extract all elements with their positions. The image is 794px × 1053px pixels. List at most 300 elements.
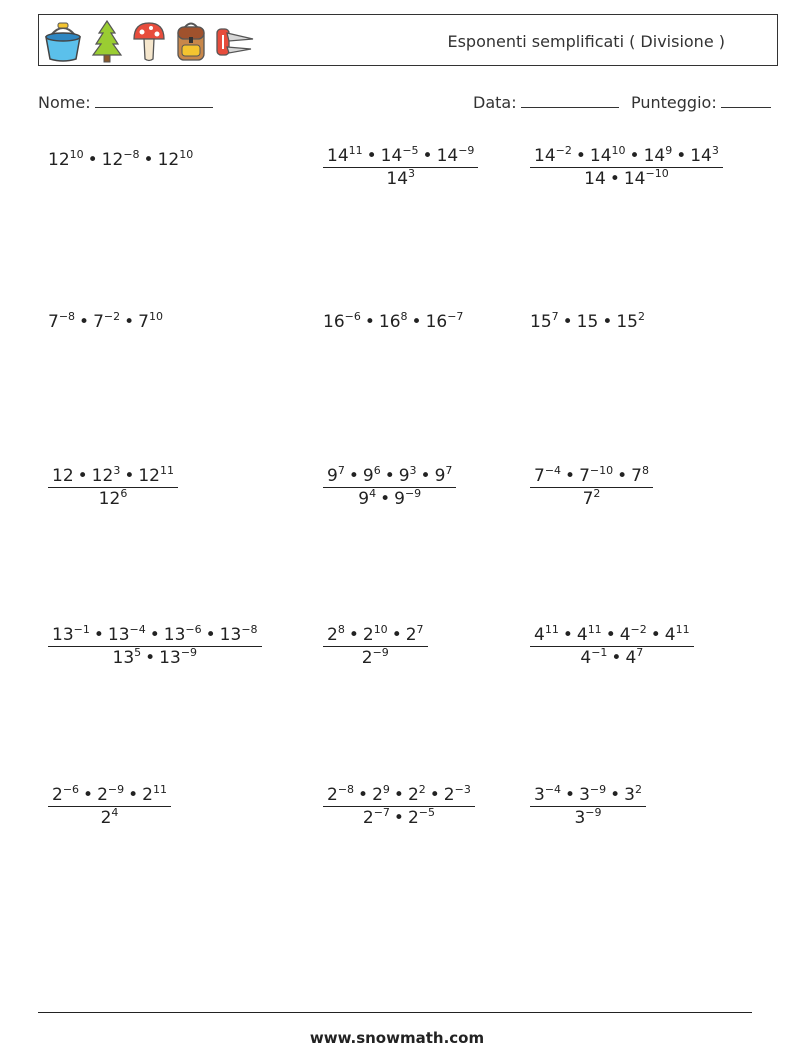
- name-blank: [95, 93, 213, 108]
- numerator: [530, 146, 723, 168]
- exponent: 8: [400, 310, 408, 323]
- base: 4: [534, 625, 545, 645]
- base: 4: [664, 625, 676, 645]
- exponent: 7: [636, 646, 644, 659]
- power-term: [102, 150, 140, 170]
- exponent: −1: [73, 623, 90, 636]
- fraction: [323, 146, 478, 189]
- footer-website: www.snowmath.com: [309, 1029, 485, 1047]
- power-term: [437, 146, 475, 166]
- exponent: 11: [544, 623, 559, 636]
- backpack-icon: [173, 19, 209, 63]
- denominator: [95, 488, 132, 509]
- multiply-dot: •: [610, 785, 621, 805]
- multiply-dot: •: [366, 146, 377, 166]
- name-field: [38, 93, 213, 112]
- exponent: 2: [418, 783, 426, 796]
- multiply-dot: •: [391, 625, 402, 645]
- fraction: [530, 146, 723, 189]
- power-term: [577, 625, 602, 645]
- problem-1: [48, 150, 193, 170]
- base: 2: [443, 785, 455, 805]
- date-field: [473, 93, 619, 112]
- denominator: [570, 807, 605, 828]
- multiply-dot: •: [411, 312, 422, 332]
- multiply-dot: •: [77, 466, 88, 486]
- exponent: −9: [404, 487, 422, 500]
- base: 15: [530, 312, 552, 332]
- fraction: [530, 466, 653, 509]
- power-term: [631, 466, 649, 486]
- multiply-dot: •: [128, 785, 139, 805]
- base: 14: [643, 146, 666, 166]
- pine-tree-icon: [89, 19, 125, 63]
- score-field: [631, 93, 771, 112]
- base: 3: [579, 785, 590, 805]
- power-term: [92, 466, 121, 486]
- exponent: −9: [458, 144, 475, 157]
- problem-8: [323, 466, 456, 509]
- power-term: [399, 466, 417, 486]
- exponent: −5: [402, 144, 419, 157]
- base: 7: [93, 312, 104, 332]
- problem-6: [530, 312, 645, 332]
- base: 2: [97, 785, 108, 805]
- power-term: [138, 466, 174, 486]
- power-term: [327, 785, 354, 805]
- base: 14: [623, 169, 646, 189]
- base: 13: [107, 625, 130, 645]
- exponent: −9: [107, 783, 125, 796]
- problem-11: [323, 625, 428, 668]
- numerator: [530, 466, 653, 488]
- numerator: [323, 466, 456, 488]
- base: 12: [52, 466, 74, 486]
- power-term: [381, 146, 419, 166]
- base: 15: [576, 312, 599, 332]
- multiply-dot: •: [393, 808, 404, 828]
- base: 14: [534, 146, 556, 166]
- power-term: [379, 312, 408, 332]
- problem-12: [530, 625, 694, 668]
- base: 9: [358, 489, 370, 509]
- power-term: [624, 169, 669, 189]
- fraction: [323, 785, 475, 828]
- multiply-dot: •: [124, 312, 135, 332]
- fraction: [323, 625, 428, 668]
- base: 2: [361, 648, 373, 668]
- base: 13: [219, 625, 242, 645]
- multiply-dot: •: [143, 150, 154, 170]
- exponent: 3: [408, 167, 416, 180]
- multiply-dot: •: [393, 785, 404, 805]
- multiply-dot: •: [575, 146, 586, 166]
- score-blank: [721, 93, 771, 108]
- multiply-dot: •: [565, 466, 576, 486]
- power-term: [97, 785, 124, 805]
- power-term: [52, 625, 90, 645]
- power-term: [142, 785, 167, 805]
- fraction: [530, 625, 694, 668]
- denominator: [579, 488, 605, 509]
- base: 4: [580, 648, 592, 668]
- base: 3: [574, 808, 586, 828]
- name-label: Nome:: [38, 93, 91, 112]
- base: 16: [378, 312, 401, 332]
- power-term: [408, 808, 435, 828]
- base: 14: [436, 146, 459, 166]
- numerator: [48, 466, 178, 488]
- multiply-dot: •: [565, 785, 576, 805]
- power-term: [644, 146, 673, 166]
- base: 2: [327, 785, 338, 805]
- date-blank: [521, 93, 619, 108]
- exponent: 11: [159, 464, 174, 477]
- exponent: −10: [589, 464, 614, 477]
- base: 2: [372, 785, 383, 805]
- power-term: [363, 466, 381, 486]
- base: 14: [584, 169, 606, 189]
- power-term: [358, 489, 376, 509]
- pocket-knife-icon: [215, 19, 255, 63]
- base: 2: [407, 785, 419, 805]
- exponent: −2: [630, 623, 647, 636]
- power-term: [386, 169, 415, 189]
- denominator: [97, 807, 123, 828]
- base: 2: [407, 808, 419, 828]
- base: 7: [582, 489, 594, 509]
- base: 12: [48, 150, 70, 170]
- problem-15: [530, 785, 646, 828]
- base: 13: [159, 648, 181, 668]
- power-term: [48, 312, 75, 332]
- base: 3: [534, 785, 545, 805]
- exponent: −2: [103, 310, 121, 323]
- power-term: [580, 648, 607, 668]
- base: 16: [425, 312, 448, 332]
- base: 7: [579, 466, 590, 486]
- exponent: 3: [113, 464, 121, 477]
- base: 12: [101, 150, 124, 170]
- base: 13: [112, 648, 135, 668]
- numerator: [530, 785, 646, 807]
- base: 14: [589, 146, 612, 166]
- base: 2: [327, 625, 338, 645]
- power-term: [435, 466, 453, 486]
- power-term: [577, 312, 599, 332]
- problem-7: [48, 466, 178, 509]
- fraction: [48, 785, 171, 828]
- power-term: [327, 146, 363, 166]
- fraction: [530, 785, 646, 828]
- power-term: [159, 648, 197, 668]
- exponent: −8: [241, 623, 258, 636]
- base: 9: [394, 489, 405, 509]
- problem-14: [323, 785, 475, 828]
- worksheet-header: [38, 14, 778, 66]
- power-term: [52, 466, 74, 486]
- multiply-dot: •: [650, 625, 661, 645]
- denominator: [359, 807, 439, 828]
- base: 9: [362, 466, 374, 486]
- base: 7: [138, 312, 149, 332]
- multiply-dot: •: [602, 312, 613, 332]
- exponent: 6: [373, 464, 381, 477]
- power-term: [101, 808, 119, 828]
- footer-divider: [38, 1012, 752, 1013]
- power-term: [534, 785, 561, 805]
- base: 15: [616, 312, 638, 332]
- power-term: [164, 625, 202, 645]
- multiply-dot: •: [676, 146, 687, 166]
- power-term: [574, 808, 601, 828]
- numerator: [530, 625, 694, 647]
- power-term: [624, 785, 642, 805]
- power-term: [620, 625, 647, 645]
- base: 14: [380, 146, 403, 166]
- power-term: [530, 312, 559, 332]
- base: 4: [625, 648, 637, 668]
- base: 9: [327, 466, 338, 486]
- power-term: [327, 625, 345, 645]
- base: 14: [327, 146, 349, 166]
- multiply-dot: •: [422, 146, 433, 166]
- numerator: [323, 146, 478, 168]
- exponent: −4: [544, 464, 562, 477]
- exponent: 8: [641, 464, 649, 477]
- exponent: −9: [589, 783, 607, 796]
- exponent: −6: [185, 623, 202, 636]
- power-term: [372, 785, 390, 805]
- exponent: −10: [645, 167, 669, 180]
- exponent: −9: [372, 646, 389, 659]
- numerator: [48, 625, 262, 647]
- power-term: [108, 625, 146, 645]
- multiply-dot: •: [562, 312, 573, 332]
- power-term: [363, 808, 390, 828]
- multiply-dot: •: [348, 466, 359, 486]
- base: 9: [398, 466, 410, 486]
- base: 7: [631, 466, 642, 486]
- power-term: [406, 625, 424, 645]
- multiply-dot: •: [205, 625, 216, 645]
- date-label: Data:: [473, 93, 517, 112]
- base: 12: [138, 466, 160, 486]
- multiply-dot: •: [83, 785, 94, 805]
- power-term: [616, 312, 645, 332]
- exponent: −7: [447, 310, 464, 323]
- power-term: [323, 312, 361, 332]
- exponent: 5: [134, 646, 142, 659]
- power-term: [48, 150, 84, 170]
- base: 12: [98, 489, 121, 509]
- base: 12: [157, 150, 180, 170]
- problem-13: [48, 785, 171, 828]
- exponent: 11: [675, 623, 690, 636]
- exponent: 10: [69, 148, 84, 161]
- denominator: [576, 647, 647, 668]
- multiply-dot: •: [348, 625, 359, 645]
- numerator: [48, 785, 171, 807]
- denominator: [580, 168, 673, 189]
- exponent: 7: [445, 464, 453, 477]
- mushroom-icon: [131, 19, 167, 63]
- denominator: [109, 647, 202, 668]
- exponent: 10: [148, 310, 163, 323]
- problem-4: [48, 312, 163, 332]
- multiply-dot: •: [605, 625, 616, 645]
- multiply-dot: •: [93, 625, 104, 645]
- exponent: −9: [180, 646, 198, 659]
- problem-2: [323, 146, 478, 189]
- numerator: [323, 625, 428, 647]
- power-term: [534, 625, 559, 645]
- exponent: −8: [123, 148, 140, 161]
- exponent: −4: [129, 623, 146, 636]
- numerator: [323, 785, 475, 807]
- multiply-dot: •: [149, 625, 160, 645]
- exponent: 4: [369, 487, 377, 500]
- multiply-dot: •: [364, 312, 375, 332]
- exponent: 10: [179, 148, 194, 161]
- base: 2: [362, 625, 374, 645]
- base: 2: [362, 808, 374, 828]
- exponent: 3: [711, 144, 719, 157]
- power-term: [625, 648, 643, 668]
- multiply-dot: •: [124, 466, 135, 486]
- power-term: [579, 466, 613, 486]
- exponent: 2: [637, 310, 645, 323]
- power-term: [444, 785, 471, 805]
- power-term: [158, 150, 194, 170]
- exponent: −1: [591, 646, 608, 659]
- power-term: [408, 785, 426, 805]
- base: 2: [142, 785, 153, 805]
- exponent: 7: [416, 623, 424, 636]
- problem-3: [530, 146, 723, 189]
- exponent: 8: [337, 623, 345, 636]
- base: 7: [534, 466, 545, 486]
- multiply-dot: •: [145, 648, 156, 668]
- problem-5: [323, 312, 463, 332]
- base: 9: [434, 466, 446, 486]
- fraction: [323, 466, 456, 509]
- exponent: 2: [634, 783, 642, 796]
- base: 2: [405, 625, 417, 645]
- power-term: [362, 648, 389, 668]
- multiply-dot: •: [380, 489, 391, 509]
- denominator: [358, 647, 393, 668]
- exponent: 10: [611, 144, 626, 157]
- power-term: [426, 312, 464, 332]
- power-term: [363, 625, 388, 645]
- base: 12: [91, 466, 114, 486]
- exponent: −2: [555, 144, 572, 157]
- problem-10: [48, 625, 262, 668]
- power-term: [584, 169, 606, 189]
- exponent: 6: [120, 487, 128, 500]
- multiply-dot: •: [629, 146, 640, 166]
- exponent: −9: [585, 806, 602, 819]
- exponent: 11: [348, 144, 363, 157]
- power-term: [579, 785, 606, 805]
- multiply-dot: •: [609, 169, 620, 189]
- fraction: [48, 625, 262, 668]
- exponent: 7: [337, 464, 345, 477]
- power-term: [590, 146, 626, 166]
- exponent: 9: [665, 144, 673, 157]
- exponent: −3: [454, 783, 471, 796]
- denominator: [354, 488, 425, 509]
- exponent: 7: [551, 310, 559, 323]
- exponent: 11: [152, 783, 167, 796]
- power-term: [93, 312, 120, 332]
- fraction: [48, 466, 178, 509]
- multiply-dot: •: [358, 785, 369, 805]
- power-term: [534, 466, 561, 486]
- multiply-dot: •: [429, 785, 440, 805]
- power-term: [327, 466, 345, 486]
- multiply-dot: •: [384, 466, 395, 486]
- base: 3: [624, 785, 635, 805]
- base: 13: [52, 625, 74, 645]
- multiply-dot: •: [562, 625, 573, 645]
- base: 13: [163, 625, 186, 645]
- power-term: [534, 146, 572, 166]
- worksheet-title: Esponenti semplificati ( Divisione ): [447, 32, 725, 51]
- multiply-dot: •: [79, 312, 90, 332]
- power-term: [113, 648, 142, 668]
- base: 4: [619, 625, 631, 645]
- exponent: −6: [62, 783, 80, 796]
- base: 7: [48, 312, 59, 332]
- exponent: −7: [373, 806, 390, 819]
- power-term: [583, 489, 601, 509]
- power-term: [99, 489, 128, 509]
- power-term: [52, 785, 79, 805]
- power-term: [394, 489, 421, 509]
- exponent: −6: [344, 310, 361, 323]
- bucket-icon: [43, 19, 83, 63]
- exponent: 4: [111, 806, 119, 819]
- base: 14: [690, 146, 712, 166]
- base: 2: [100, 808, 112, 828]
- power-term: [665, 625, 690, 645]
- multiply-dot: •: [611, 648, 622, 668]
- score-label: Punteggio:: [631, 93, 717, 112]
- exponent: −4: [544, 783, 562, 796]
- denominator: [382, 168, 419, 189]
- base: 16: [323, 312, 345, 332]
- base: 4: [576, 625, 588, 645]
- header-icons: [43, 19, 255, 63]
- power-term: [220, 625, 258, 645]
- exponent: 11: [587, 623, 602, 636]
- base: 2: [52, 785, 63, 805]
- exponent: 10: [373, 623, 388, 636]
- base: 14: [386, 169, 409, 189]
- power-term: [690, 146, 719, 166]
- multiply-dot: •: [420, 466, 431, 486]
- exponent: 3: [409, 464, 417, 477]
- problem-9: [530, 466, 653, 509]
- exponent: −8: [58, 310, 76, 323]
- exponent: −8: [337, 783, 355, 796]
- multiply-dot: •: [87, 150, 98, 170]
- power-term: [138, 312, 163, 332]
- exponent: 2: [593, 487, 601, 500]
- multiply-dot: •: [617, 466, 628, 486]
